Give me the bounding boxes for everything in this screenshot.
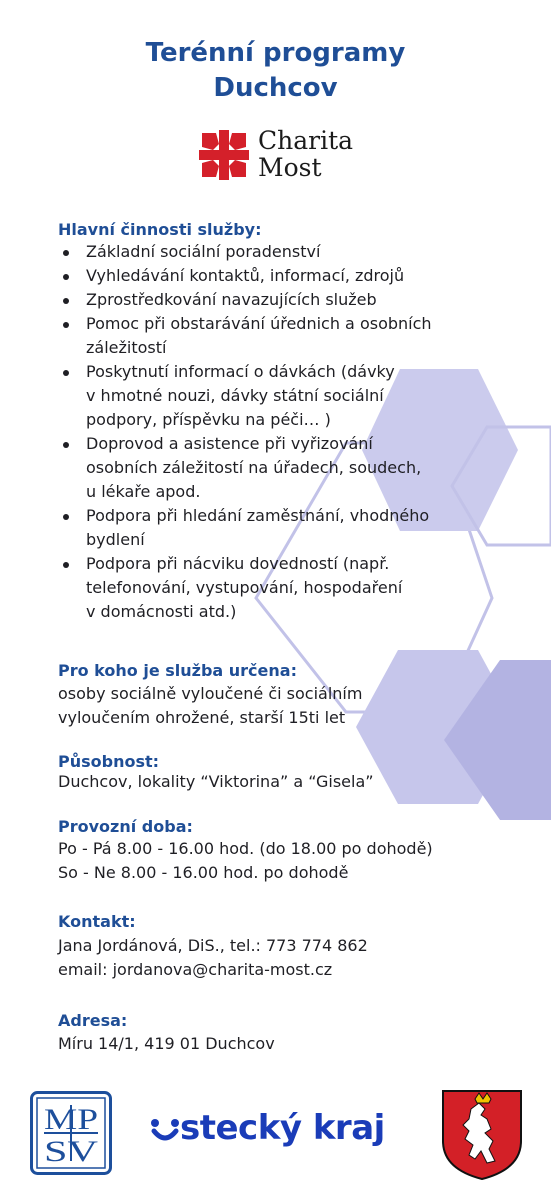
activity-line: u lékaře apod. (86, 482, 201, 501)
activity-item (58, 240, 518, 264)
activity-line: záležitostí (86, 338, 167, 357)
activity-line: telefonování, vystupování, hospodaření (86, 578, 403, 597)
activity-line: Doprovod a asistence při vyřizování (86, 434, 373, 453)
activity-line: Vyhledávání kontaktů, informací, zdrojů (86, 266, 405, 285)
hours-text (58, 837, 433, 885)
activities-heading: Hlavní činnosti služby: (58, 220, 262, 239)
activity-item (58, 552, 518, 624)
mpsv-text-top: MP (44, 1103, 98, 1136)
activity-item (58, 360, 518, 432)
target-heading: Pro koho je služba určena: (58, 661, 297, 680)
contact-email[interactable]: email: jordanova@charita-most.cz (58, 960, 333, 979)
activity-item (58, 432, 518, 504)
mpsv-text-bottom: SV (44, 1135, 99, 1168)
mpsv-logo (30, 1091, 112, 1175)
charita-logo (198, 126, 368, 182)
text-line: osoby sociálně vyloučené či sociálním (58, 684, 363, 703)
contact-text (58, 934, 368, 982)
text-line: vyloučením ohrožené, starší 15ti let (58, 708, 346, 727)
scope-text (58, 770, 374, 794)
hours-heading: Provozní doba: (58, 817, 193, 836)
activity-line: Podpora při nácviku dovedností (např. (86, 554, 390, 573)
scope-heading: Působnost: (58, 752, 160, 771)
title-line: Terénní programy (145, 38, 406, 68)
activity-line: v domácnosti atd.) (86, 602, 237, 621)
text-line: Po - Pá 8.00 - 16.00 hod. (do 18.00 po dohodě) (58, 839, 433, 858)
activity-line: Základní sociální poradenství (86, 242, 321, 261)
activity-line: Zprostředkování navazujících služeb (86, 290, 377, 309)
kraj-text: stecký kraj (180, 1108, 385, 1148)
activity-line: podpory, příspěvku na péči… ) (86, 410, 331, 429)
activities-list (58, 240, 518, 624)
text-line: So - Ne 8.00 - 16.00 hod. po dohodě (58, 863, 349, 882)
activity-line: bydlení (86, 530, 145, 549)
activity-item (58, 312, 518, 360)
activity-line: v hmotné nouzi, dávky státní sociální (86, 386, 384, 405)
charita-cross-icon (198, 129, 250, 181)
activity-line: Podpora při hledání zaměstnání, vhodného (86, 506, 430, 525)
activity-line: Pomoc při obstarávání úřednich a osobních (86, 314, 432, 333)
charita-wordmark (258, 127, 353, 181)
activity-line: Poskytnutí informací o dávkách (dávky (86, 362, 395, 381)
activity-item (58, 264, 518, 288)
ustecky-kraj-logo (150, 1108, 385, 1148)
activity-line: osobních záležitostí na úřadech, soudech, (86, 458, 422, 477)
activity-item (58, 504, 518, 552)
target-text (58, 682, 362, 730)
contact-phone: Jana Jordánová, DiS., tel.: 773 774 862 (58, 936, 368, 955)
kraj-u-icon (150, 1115, 180, 1145)
contact-heading: Kontakt: (58, 912, 136, 931)
text-line: Míru 14/1, 419 01 Duchcov (58, 1034, 275, 1053)
charita-word: Charita (258, 126, 354, 155)
text-line: Duchcov, lokality “Viktorina” a “Gisela” (58, 772, 374, 791)
activity-item (58, 288, 518, 312)
page-title (0, 36, 551, 106)
title-line: Duchcov (213, 73, 338, 103)
most-word: Most (258, 153, 322, 182)
address-text (58, 1032, 275, 1056)
address-heading: Adresa: (58, 1011, 128, 1030)
coat-of-arms-icon (441, 1089, 523, 1181)
